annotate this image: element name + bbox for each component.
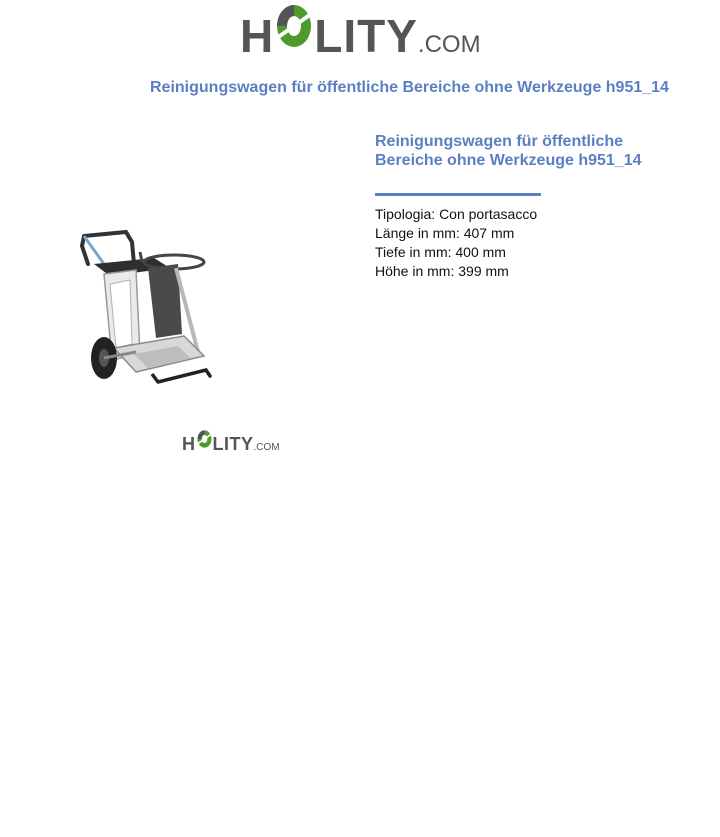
spec-height: Höhe in mm: 399 mm [375, 263, 509, 279]
holity-logo-small [182, 432, 280, 455]
logo-letter-h: H [240, 10, 275, 62]
page-title: Reinigungswagen für öffentliche Bereiche ohne Werkzeuge h951_14 [150, 79, 669, 96]
title-divider [375, 193, 541, 196]
product-specs [375, 205, 537, 281]
logo-small-letters-lity: LITY [212, 434, 254, 454]
logo-small-domain: .COM [253, 442, 280, 453]
logo-domain: .COM [417, 31, 481, 58]
logo-letters-lity: LITY [314, 10, 418, 62]
product-title: Reinigungswagen für öffentliche Bereiche ohne Werkzeuge h951_14 [375, 133, 642, 169]
holity-logo[interactable] [240, 8, 481, 63]
logo-small-letter-h: H [182, 434, 196, 454]
spec-length: Länge in mm: 407 mm [375, 225, 515, 241]
cleaning-cart-icon [74, 224, 214, 400]
logo-o-mark-icon [276, 4, 312, 48]
product-image [74, 224, 214, 400]
logo-small-o-mark-icon [197, 430, 212, 448]
spec-tipologia: Tipologia: Con portasacco [375, 206, 538, 222]
spec-depth: Tiefe in mm: 400 mm [375, 244, 506, 260]
